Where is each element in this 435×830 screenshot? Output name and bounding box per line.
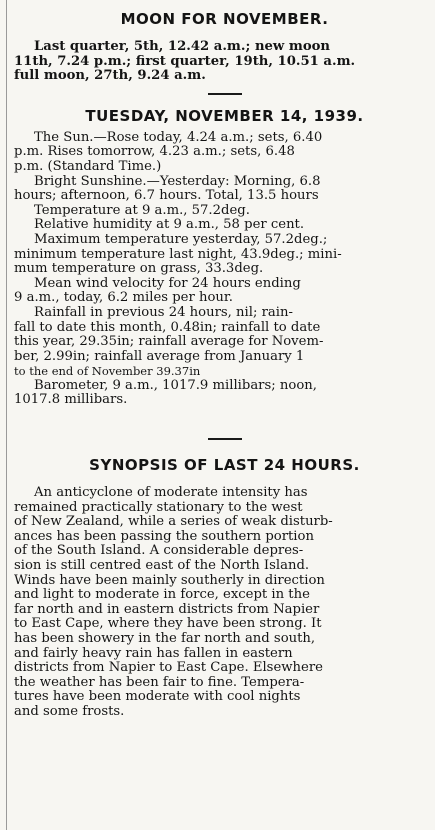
newspaper-column: [14, 6, 435, 720]
synopsis-line: the weather has been fair to fine. Tempera-: [14, 674, 305, 690]
weather-line: ber, 2.99in; rainfall average from January 1: [14, 348, 305, 364]
synopsis-section: [14, 456, 435, 720]
weather-line: Temperature at 9 a.m., 57.2deg.: [34, 202, 250, 218]
synopsis-line: of the South Island. A considerable depres-: [14, 543, 304, 559]
synopsis-line: ances has been passing the southern portion: [14, 528, 314, 544]
weather-line: p.m. (Standard Time.): [14, 158, 162, 174]
weather-line: Mean wind velocity for 24 hours ending: [34, 275, 301, 291]
weather-line: 9 a.m., today, 6.2 miles per hour.: [14, 290, 233, 306]
synopsis-line: of New Zealand, while a series of weak disturb-: [14, 514, 333, 530]
weather-line: Barometer, 9 a.m., 1017.9 millibars; noon,: [34, 377, 317, 393]
synopsis-line: to East Cape, where they have been strong. It: [14, 616, 322, 632]
synopsis-line: far north and in eastern districts from Napier: [14, 601, 320, 617]
weather-heading: TUESDAY, NOVEMBER 14, 1939.: [85, 106, 364, 125]
moon-section: [14, 10, 435, 84]
synopsis-line: districts from Napier to East Cape. Elsewhere: [14, 660, 323, 676]
synopsis-line: and fairly heavy rain has fallen in eastern: [14, 645, 293, 661]
weather-line: fall to date this month, 0.48in; rainfall to date: [14, 319, 321, 335]
synopsis-line: remained practically stationary to the west: [14, 499, 303, 515]
synopsis-line: and light to moderate in force, except in the: [14, 587, 310, 603]
weather-line: Relative humidity at 9 a.m., 58 per cent.: [34, 217, 305, 233]
weather-line: Rainfall in previous 24 hours, nil; rain-: [34, 304, 293, 320]
synopsis-line: has been showery in the far north and south,: [14, 631, 316, 646]
section-divider: [14, 93, 435, 95]
weather-line: hours; afternoon, 6.7 hours. Total, 13.5 hours: [14, 188, 319, 204]
weather-line: mum temperature on grass, 33.3deg.: [14, 261, 264, 277]
weather-line: minimum temperature last night, 43.9deg.; mini-: [14, 246, 342, 262]
weather-line: to the end of November 39.37in: [14, 364, 201, 379]
weather-line: Bright Sunshine.—Yesterday: Morning, 6.8: [34, 173, 321, 189]
synopsis-line: An anticyclone of moderate intensity has: [34, 485, 308, 501]
weather-line: 1017.8 millibars.: [14, 392, 128, 408]
weather-section: [14, 107, 435, 408]
moon-heading: MOON FOR NOVEMBER.: [120, 10, 329, 28]
moon-line: Last quarter, 5th, 12.42 a.m.; new moon: [34, 39, 330, 54]
synopsis-line: Winds have been mainly southerly in direction: [14, 572, 325, 588]
weather-line: The Sun.—Rose today, 4.24 a.m.; sets, 6.40: [34, 129, 323, 145]
weather-line: Maximum temperature yesterday, 57.2deg.;: [34, 231, 328, 247]
moon-line: full moon, 27th, 9.24 a.m.: [14, 68, 206, 84]
moon-line: 11th, 7.24 p.m.; first quarter, 19th, 10.51 a.m.: [14, 53, 356, 69]
synopsis-line: sion is still centred east of the North Island.: [14, 558, 310, 574]
synopsis-line: tures have been moderate with cool nights: [14, 689, 301, 705]
weather-line: p.m. Rises tomorrow, 4.23 a.m.; sets, 6.48: [14, 144, 295, 160]
column-rule: [6, 0, 7, 830]
synopsis-heading: SYNOPSIS OF LAST 24 HOURS.: [89, 456, 360, 475]
section-divider: [14, 438, 435, 440]
weather-line: this year, 29.35in; rainfall average for Novem-: [14, 334, 324, 350]
synopsis-line: and some frosts.: [14, 703, 125, 719]
